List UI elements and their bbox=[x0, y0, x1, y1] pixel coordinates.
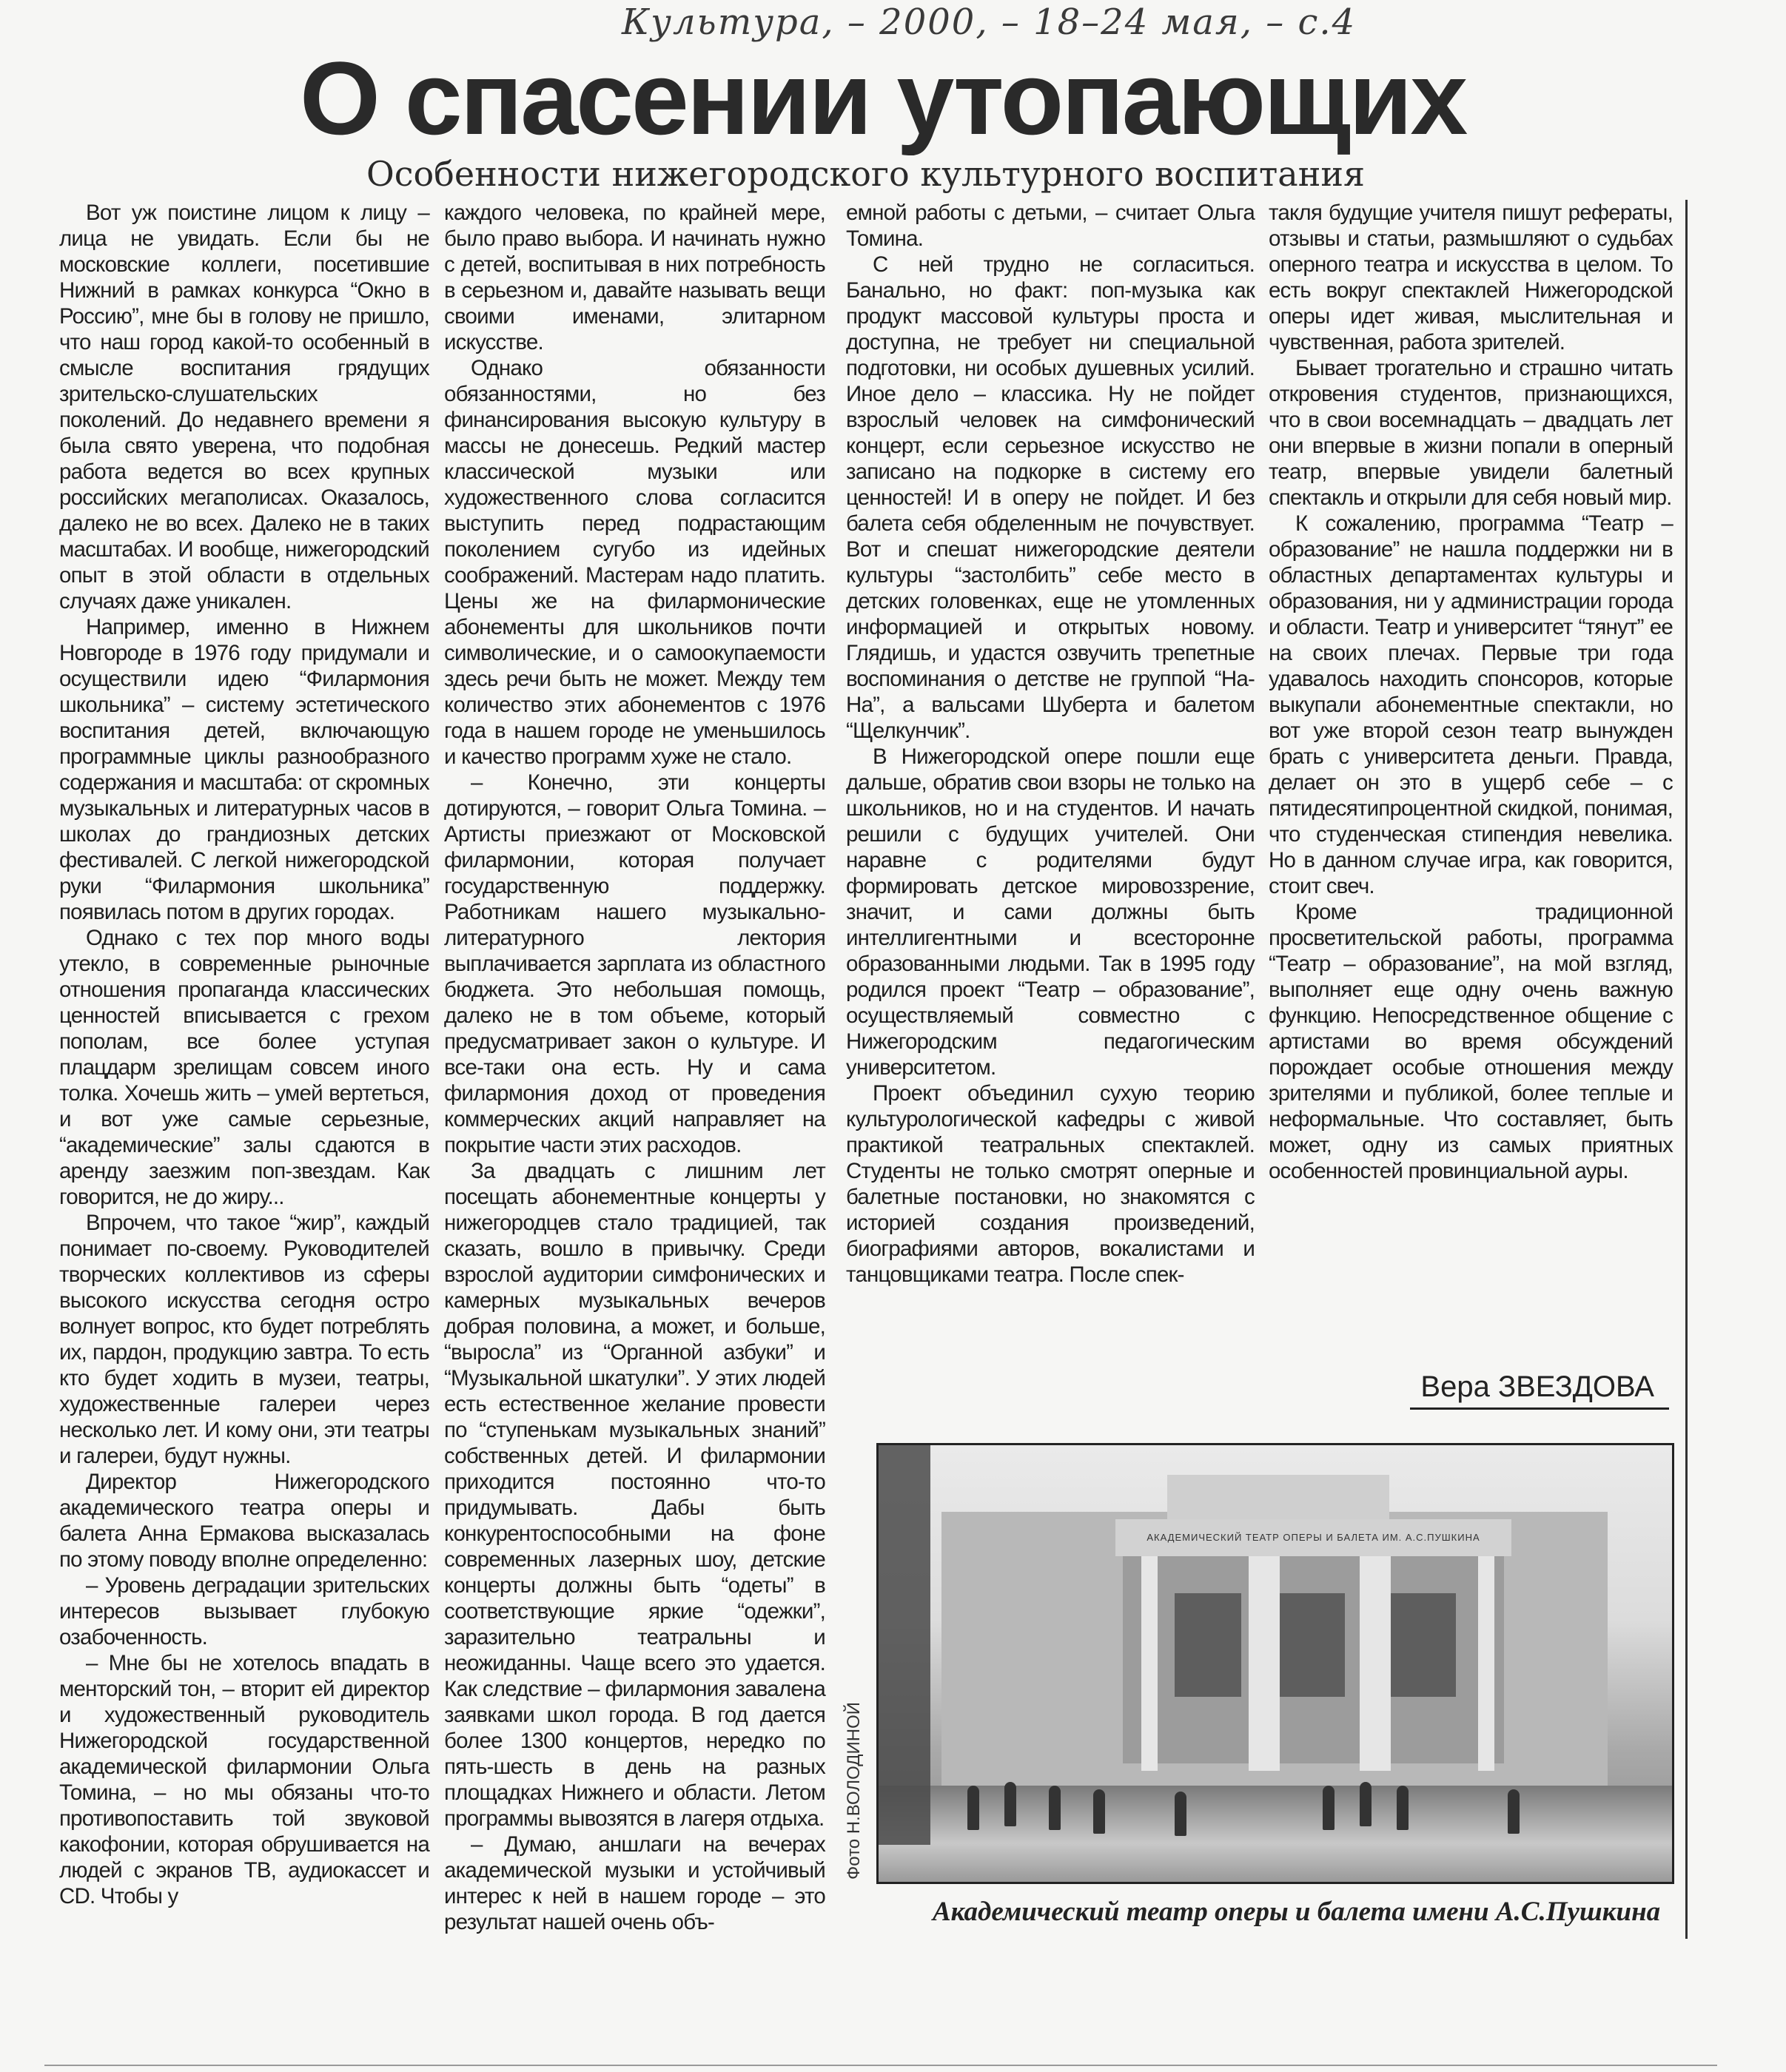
photo-credit: Фото Н.ВОЛОДИНОЙ bbox=[844, 1701, 864, 1880]
paragraph: За двадцать с лишним лет посещать абонементные концерты у нижегородцев стало традицией, так сказать, вошло в привычку. Среди взрослой аудитории симфонических и камерных музыкальных вечеров добрая половина, а может, и больше, “выросла” из “Органной азбуки” и “Музыкальной шкатулки”. У этих людей есть естественное желание провести по “ступенькам музыкальных знаний” собственных детей. И филармонии приходится постоянно что-то придумывать. Дабы быть конкурентоспособными на фоне современных лазерных шоу, детские концерты должны быть “одеты” в соответствующие яркие “одежки”, заразительно театральны и неожиданны. Чаще всего это удается. Как следствие – филармония завалена заявками школ города. В год дается более 1300 концертов, нередко по пять-шесть в день на разных площадках Нижнего и области. Летом программы вывозятся в лагеря отдыха. bbox=[444, 1159, 825, 1831]
handwritten-source-note: Культура, – 2000, – 18–24 мая, – с.4 bbox=[622, 1, 1357, 43]
window bbox=[1389, 1593, 1456, 1697]
article-column-2 bbox=[444, 200, 825, 1935]
tree bbox=[879, 1445, 930, 1845]
paragraph: С ней трудно не согласиться. Банально, но факт: поп-музыка как продукт массовой культуры проста и доступна, не требует ни специальной подготовки, ни особых душевных усилий. Иное дело – классика. Ну не пойдет взрослый человек на симфонический концерт, если серьезное искусство не записано на подкорке в систему его ценностей! И в оперу не пойдет. И без балета себя обделенным не почувствует. Вот и спешат нижегородские деятели культуры “застолбить” себе место в детских головенках, еще не утомленных информацией и открытых новому. Глядишь, и удастся озвучить трепетные воспоминания о детстве не группой “На-На”, а вальсами Шуберта и балетом “Щелкунчик”. bbox=[846, 252, 1255, 743]
person bbox=[1360, 1782, 1372, 1826]
person bbox=[967, 1786, 979, 1830]
paragraph: Вот уж поистине лицом к лицу – лица не увидать. Если бы не московские коллеги, посетившие Нижний в рамках конкурса “Окно в Россию”, мне бы в голову не пришло, что наш город какой-то особенный в смысле воспитания грядущих зрительско-слушательских поколений. До недавнего времени я была свято уверена, что подобная работа ведется во всех крупных российских мегаполисах. Оказалось, далеко не во всех. Далеко не в таких масштабах. И вообще, нижегородский опыт в этой области в отдельных случаях даже уникален. bbox=[59, 201, 429, 613]
paragraph: Кроме традиционной просветительской работы, программа “Театр – образование”, на мой взгляд, выполняет еще одну очень важную функцию. Непосредственное общение с артистами во время обсуждений порождает особые отношения между зрителями и публикой, более теплые и неформальные. Что составляет, быть может, одну из самых приятных особенностей провинциальной ауры. bbox=[1269, 900, 1673, 1183]
column-divider bbox=[1685, 200, 1688, 1939]
column bbox=[1249, 1556, 1265, 1771]
person bbox=[1175, 1792, 1186, 1836]
paragraph: емной работы с детьми, – считает Ольга Томина. bbox=[846, 201, 1255, 251]
window bbox=[1175, 1593, 1241, 1697]
paragraph: Проект объединил сухую теорию культурологической кафедры с живой практикой театральных спектаклей. Студенты не только смотрят оперные и балетные постановки, но знакомятся с историей создания произведений, биографиями авторов, вокалистами и танцовщиками театра. После спек- bbox=[846, 1081, 1255, 1287]
paragraph: Впрочем, что такое “жир”, каждый понимает по-своему. Руководителей творческих коллективов из сферы высокого искусства сегодня остро волнует вопрос, кто будет потреблять их, пардон, продукцию завтра. То есть кто будет ходить в музеи, театры, художественные галереи через несколько лет. И кому они, эти театры и галереи, будут нужны. bbox=[59, 1211, 429, 1468]
column bbox=[1478, 1556, 1494, 1771]
paragraph: – Мне бы не хотелось впадать в менторский тон, – вторит ей директор и художественный руководитель Нижегородской государственной академической филармонии Ольга Томина, – но мы обязаны что-то противопоставить той звуковой какофонии, которая обрушивается на людей с экранов ТВ, аудиокассет и CD. Чтобы у bbox=[59, 1651, 429, 1908]
paragraph: Однако с тех пор много воды утекло, в современные рыночные отношения пропаганда классических ценностей вписывается с грехом пополам, все более уступая плацдарм зрелищам совсем иного толка. Хочешь жить – умей вертеться, и вот уже самые серьезные, “академические” залы сдаются в аренду заезжим поп-звездам. Как говорится, не до жиру... bbox=[59, 926, 429, 1209]
paragraph: – Уровень деградации зрительских интересов вызывает глубокую озабоченность. bbox=[59, 1573, 429, 1649]
square bbox=[879, 1786, 1672, 1882]
paragraph: Директор Нижегородского академического театра оперы и балета Анна Ермакова высказалась по этому поводу вполне определенно: bbox=[59, 1470, 429, 1572]
column bbox=[1374, 1556, 1391, 1771]
paragraph: Например, именно в Нижнем Новгороде в 1976 году придумали и осуществили идею “Филармония школьника” – систему эстетического воспитания детей, включающую программные циклы разнообразного содержания и масштаба: от скромных музыкальных и литературных часов в школах до грандиозных детских фестивалей. С легкой нижегородской руки “Филармония школьника” появилась потом в других городах. bbox=[59, 615, 429, 924]
paragraph: Бывает трогательно и страшно читать откровения студентов, признающихся, что в свои восемнадцать – двадцать лет они впервые в жизни попали в оперный театр, впервые увидели балетный спектакль и открыли для себя новый мир. bbox=[1269, 356, 1673, 510]
article-column-3 bbox=[846, 200, 1255, 1288]
person bbox=[1093, 1789, 1105, 1834]
column bbox=[1263, 1556, 1280, 1771]
paragraph: В Нижегородской опере пошли еще дальше, обратив свои взоры не только на школьников, но и на студентов. И начать решили с будущих учителей. Они наравне с родителями будут формировать детское мировоззрение, значит, и сами должны быть интеллигентными и всесторонне образованными людьми. Так в 1995 году родился проект “Театр – образование”, осуществляемый совместно с Нижегородским педагогическим университетом. bbox=[846, 744, 1255, 1080]
article-headline: О спасении утопающих bbox=[300, 40, 1466, 156]
person bbox=[1004, 1782, 1016, 1826]
author-signature: Вера ЗВЕЗДОВА bbox=[1410, 1369, 1669, 1410]
window bbox=[1278, 1593, 1345, 1697]
article-column-4 bbox=[1269, 200, 1673, 1184]
paragraph: такля будущие учителя пишут рефераты, отзывы и статьи, размышляют о судьбах оперного театра и искусства в целом. То есть вокруг спектаклей Нижегородской оперы идет живая, мыслительная и чувственная, работа зрителей. bbox=[1269, 201, 1673, 354]
person bbox=[1049, 1786, 1061, 1830]
article-subtitle: Особенности нижегородского культурного воспитания bbox=[366, 154, 1366, 194]
article-column-1 bbox=[59, 200, 429, 1909]
person bbox=[1397, 1786, 1409, 1830]
facade-inscription: АКАДЕМИЧЕСКИЙ ТЕАТР ОПЕРЫ И БАЛЕТА ИМ. А.С.ПУШКИНА bbox=[1115, 1519, 1511, 1556]
person bbox=[1508, 1789, 1520, 1834]
paragraph: К сожалению, программа “Театр – образование” не нашла поддержки ни в областных департаментах культуры и образования, ни у администрации города и области. Театр и университет “тянут” ее на своих плечах. Первые три года удавалось находить спонсоров, которые выкупали абонементные спектакли, но вот уже второй сезон театр вынужден брать с университета деньги. Правда, делает он это в ущерб себе – с пятидесятипроцентной скидкой, понимая, что студенческая стипендия невелика. Но в данном случае игра, как говорится, стоит свеч. bbox=[1269, 511, 1673, 898]
person bbox=[1323, 1786, 1335, 1830]
column bbox=[1141, 1556, 1158, 1771]
photo-caption: Академический театр оперы и балета имени А.С.Пушкина bbox=[933, 1897, 1661, 1927]
clipping-edge bbox=[44, 2065, 1717, 2066]
paragraph: Однако обязанности обязанностями, но без финансирования высокую культуру в массы не донесешь. Редкий мастер классической музыки или художественного слова согласится выступить перед подрастающим поколением сугубо из идейных соображений. Мастерам надо платить. Цены же на филармонические абонементы для школьников почти символические, и о самоокупаемости здесь речи быть не может. Между тем количество этих абонементов с 1976 года в нашем городе не уменьшилось и качество программ хуже не стало. bbox=[444, 356, 825, 769]
paragraph: – Конечно, эти концерты дотируются, – говорит Ольга Томина. – Артисты приезжают от Московской филармонии, которая получает государственную поддержку. Работникам нашего музыкально-литературного лектория выплачивается зарплата из областного бюджета. Это небольшая помощь, далеко не в том объеме, который предусматривает закон о культуре. И все-таки она есть. Ну и сама филармония доход от проведения коммерческих акций направляет на покрытие части этих расходов. bbox=[444, 770, 825, 1157]
paragraph: каждого человека, по крайней мере, было право выбора. И начинать нужно с детей, воспитывая в них потребность в серьезном и, давайте называть вещи своими именами, элитарном искусстве. bbox=[444, 201, 825, 354]
column bbox=[1360, 1556, 1376, 1771]
paragraph: – Думаю, аншлаги на вечерах академической музыки и устойчивый интерес к ней в нашем городе – это результат нашей очень объ- bbox=[444, 1832, 825, 1934]
theatre-photo bbox=[876, 1443, 1674, 1884]
